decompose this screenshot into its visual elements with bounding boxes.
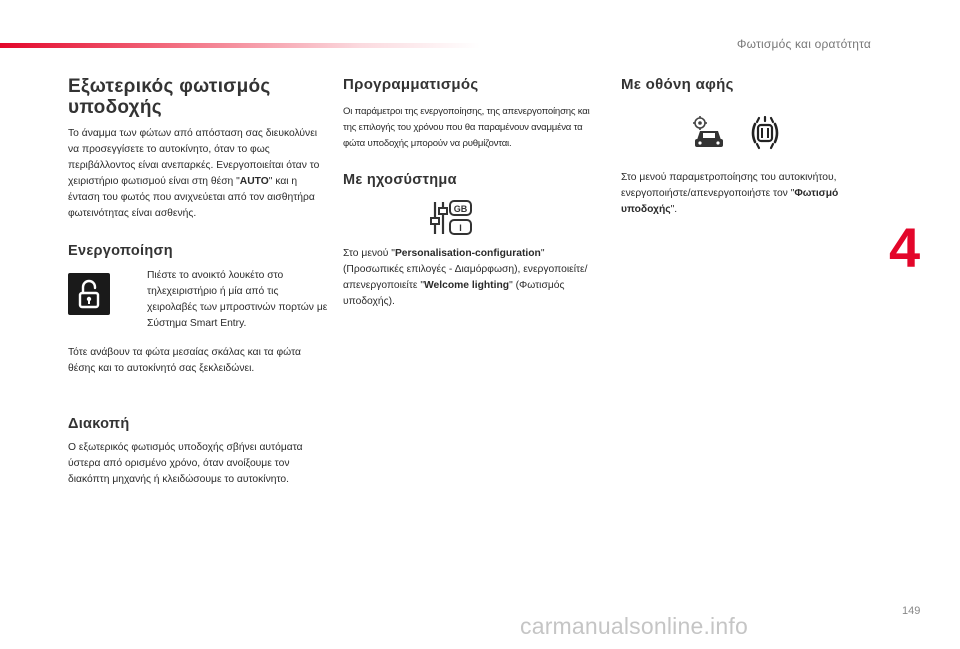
audio-system-heading: Με ηχοσύστημα [343, 172, 457, 188]
stop-heading: Διακοπή [68, 416, 130, 432]
activation-result: Τότε ανάβουν τα φώτα μεσαίας σκάλας και τα φώτα θέσης και το αυτοκίνητό σας ξεκλειδώνει. [68, 347, 301, 374]
page-title: Εξωτερικός φωτισμός υποδοχής [68, 76, 271, 118]
page-number: 149 [902, 605, 921, 617]
audio-settings-icon [343, 200, 558, 236]
vehicle-settings-icon [691, 116, 727, 150]
exterior-lighting-icon [747, 116, 783, 150]
activation-heading: Ενεργοποίηση [68, 243, 173, 259]
programming-heading: Προγραμματισμός [343, 76, 479, 93]
header-accent-bar [0, 43, 480, 48]
touch-screen-heading: Με οθόνη αφής [621, 76, 734, 93]
activation-step [68, 268, 330, 332]
svg-text:I: I [458, 223, 462, 233]
activation-instruction: Πιέστε το ανοικτό λουκέτο στο τηλεχειριστήριο ή μία από τις χειρολαβές των μπροστινών πορτών με Σύστημα Smart Entry. [147, 270, 328, 329]
header-title: Φωτισμός και ορατότητα [736, 37, 871, 51]
chapter-number: 4 [889, 216, 921, 279]
touch-screen-icons [691, 116, 871, 150]
unlock-padlock-icon [68, 273, 110, 315]
column-touch-screen [621, 76, 871, 218]
column-welcome-lighting [68, 76, 330, 488]
stop-paragraph: Ο εξωτερικός φωτισμός υποδοχής σβήνει αυτόματα ύστερα από ορισμένο χρόνο, όταν ανοίξουμε τον διακόπτη μηχανής ή κλειδώσουμε το αυτοκίνητο. [68, 442, 303, 485]
watermark: carmanualsonline.info [520, 613, 748, 639]
svg-text:GB: GB [453, 204, 467, 214]
column-programming [343, 76, 598, 310]
touch-screen-instruction: Στο μενού παραμετροποίησης του αυτοκινήτου, ενεργοποιήστε/απενεργοποιήστε τον "Φωτισμό υποδοχής". [621, 172, 839, 215]
programming-paragraph: Οι παράμετροι της ενεργοποίησης, της απενεργοποίησης και της επιλογής του χρόνου που θα παραμένουν αναμμένα τα φώτα υποδοχής μπορούν να ρυθμίζονται. [343, 106, 590, 149]
audio-system-instruction: Στο μενού "Personalisation-configuration" (Προσωπικές επιλογές - Διαμόρφωση), ενεργοποιείτε/απενεργοποιείτε "Welcome lighting" (Φωτισμός υποδοχής). [343, 248, 588, 307]
intro-paragraph: Το άναμμα των φώτων από απόσταση σας διευκολύνει να προσεγγίσετε το αυτοκίνητο, όταν το φως περιβάλλοντος είναι ανεπαρκές. Ενεργοποιείται όταν το χειριστήριο φωτισμού είναι στη θέση "AUTO" και η ένταση του φωτός που ανιχνεύεται από τον αισθητήρα φωτεινότητας είναι ασθενής. [68, 128, 320, 219]
